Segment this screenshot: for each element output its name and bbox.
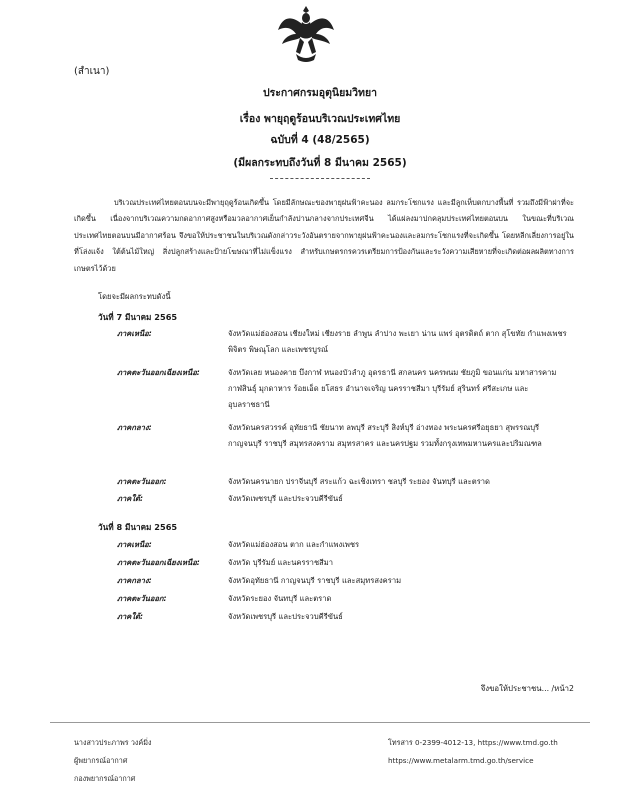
region-label: ภาคตะวันออกเฉียงเหนือ: [117,368,200,377]
region-provinces: จังหวัดระยอง จันทบุรี และตราด [228,594,332,603]
region-label: ภาคเหนือ: [117,540,152,549]
region-provinces: จังหวัดเลย หนองคาย บึงกาฬ หนองบัวลำภู อุดรธานี สกลนคร นครพนม ชัยภูมิ ขอนแก่น มหาสารคาม กาฬสินธุ์ มุกดาหาร ร้อยเอ็ด ยโสธร อำนาจเจริญ นครราชสีมา บุรีรัมย์ สุรินทร์ ศรีสะเกษ และอุบลราชธานี [228,368,557,409]
copy-mark: (สำเนา) [74,66,110,77]
next-page-note: จึงขอให้ประชาชน... /หน้า2 [480,684,574,693]
region-label: ภาคใต้: [117,494,144,503]
announcement-issue: ฉบับที่ 4 (48/2565) [270,134,370,146]
footer-division: กองพยากรณ์อากาศ [74,774,136,783]
region-provinces: จังหวัดเพชรบุรี และประจวบคีรีขันธ์ [228,494,343,503]
announcement-title: ประกาศกรมอุตุนิยมวิทยา [262,87,378,99]
region-provinces: จังหวัด บุรีรัมย์ และนครราชสีมา [228,558,333,567]
footer-position: ผู้พยากรณ์อากาศ [74,756,128,765]
footer-service-link[interactable]: https://www.metalarm.tmd.go.th/service [388,756,534,765]
region-label: ภาคใต้: [117,612,144,621]
region-label: ภาคตะวันออก: [117,594,167,603]
footer-divider [50,722,590,723]
announcement-subject: เรื่อง พายุฤดูร้อนบริเวณประเทศไทย [239,113,401,125]
footer-contact[interactable]: โทรสาร 0-2399-4012-13, https://www.tmd.go.th [388,738,558,747]
region-provinces: จังหวัดนครนายก ปราจีนบุรี สระแก้ว ฉะเชิงเทรา ชลบุรี ระยอง จันทบุรี และตราด [228,477,490,486]
announcement-effective-date: (มีผลกระทบถึงวันที่ 8 มีนาคม 2565) [233,157,407,169]
divider [270,178,370,179]
region-label: ภาคตะวันออก: [117,477,167,486]
day2-date: วันที่ 8 มีนาคม 2565 [98,522,178,532]
region-provinces: จังหวัดเพชรบุรี และประจวบคีรีขันธ์ [228,612,343,621]
region-label: ภาคกลาง: [117,576,152,585]
region-provinces: จังหวัดนครสวรรค์ อุทัยธานี ชัยนาท ลพบุรี สระบุรี สิงห์บุรี อ่างทอง พระนครศรีอยุธยา สุพรรณบุรี กาญจนบุรี ราชบุรี สมุทรสงคราม สมุทรสาคร และนครปฐม รวมทั้งกรุงเทพมหานครและปริมณฑล [228,423,542,448]
region-label: ภาคกลาง: [117,423,152,432]
footer-name: นางสาวประภาพร วงค์มิ่ง [74,738,152,747]
body-paragraph: บริเวณประเทศไทยตอนบนจะมีพายุฤดูร้อนเกิดขึ้น โดยมีลักษณะของพายุฝนฟ้าคะนอง ลมกระโชกแรง และมีลูกเห็บตกบางพื้นที่ รวมถึงมีฟ้าผ่าที่จะเกิดขึ้น เนื่องจากบริเวณความกดอากาศสูงหรือมวลอากาศเย็นกำลังปานกลางจากประเทศจีน ได้แผ่ลงมาปกคลุมประเทศไทยตอนบน ในขณะที่บริเวณประเทศไทยตอนบนมีอากาศร้อน จึงขอให้ประชาชนในบริเวณดังกล่าวระวังอันตรายจากพายุฝนฟ้าคะนองและลมกระโชกแรงที่จะเกิดขึ้น โดยหลีกเลี่ยงการอยู่ในที่โล่งแจ้ง ใต้ต้นไม้ใหญ่ สิ่งปลูกสร้างและป้ายโฆษณาที่ไม่แข็งแรง สำหรับเกษตรกรควรเตรียมการป้องกันและระวังความเสียหายที่จะเกิดต่อผลผลิตทางการเกษตรไว้ด้วย [74,198,574,273]
region-provinces: จังหวัดอุทัยธานี กาญจนบุรี ราชบุรี และสมุทรสงคราม [228,576,402,585]
region-provinces: จังหวัดแม่ฮ่องสอน ตาก และกำแพงเพชร [228,540,360,549]
garuda-emblem-icon [276,4,336,64]
region-label: ภาคเหนือ: [117,329,152,338]
day1-date: วันที่ 7 มีนาคม 2565 [98,312,178,322]
region-provinces: จังหวัดแม่ฮ่องสอน เชียงใหม่ เชียงราย ลำพูน ลำปาง พะเยา น่าน แพร่ อุตรดิตถ์ ตาก สุโขทัย กำแพงเพชร พิจิตร พิษณุโลก และเพชรบูรณ์ [228,329,567,354]
region-label: ภาคตะวันออกเฉียงเหนือ: [117,558,200,567]
impact-intro: โดยจะมีผลกระทบดังนี้ [98,292,171,301]
